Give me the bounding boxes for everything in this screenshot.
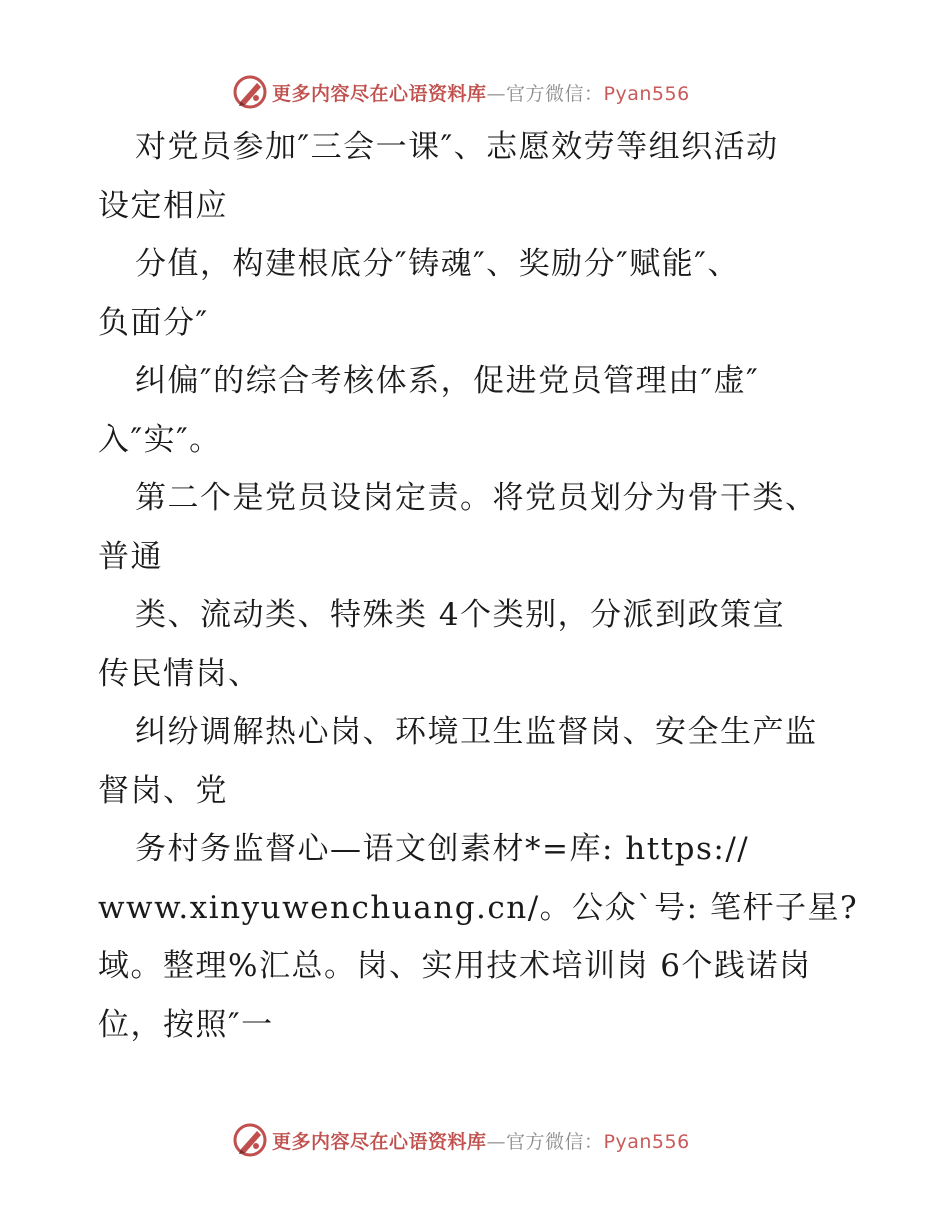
header-separator: — — [486, 82, 507, 105]
text-line: 设定相应 — [98, 187, 228, 224]
text-line: 务村务监督心—语文创素材*=库: https:// — [135, 831, 750, 867]
text-line: 第二个是党员设岗定责。将党员划分为骨干类、 — [135, 480, 818, 516]
header-banner — [232, 72, 732, 112]
footer-wechat-id: Pyan556 — [603, 1130, 690, 1153]
header-wechat-id: Pyan556 — [603, 82, 690, 105]
text-line: 纠纷调解热心岗、环境卫生监督岗、安全生产监 — [135, 714, 818, 750]
pen-logo-icon — [232, 74, 268, 110]
text-line: 分值，构建根底分″铸魂″、奖励分″赋能″、 — [135, 246, 740, 282]
footer-text — [272, 1127, 690, 1154]
header-wechat-label: 官方微信： — [506, 82, 604, 105]
text-line: 域。整理%汇总。岗、实用技术培训岗 6个践诺岗 — [98, 948, 812, 984]
header-title: 更多内容尽在心语资料库 — [272, 82, 487, 105]
text-line: 对党员参加″三会一课″、志愿效劳等组织活动 — [135, 129, 779, 165]
document-body — [98, 118, 878, 1054]
footer-wechat-label: 官方微信： — [506, 1130, 604, 1153]
text-line: 普通 — [98, 538, 163, 575]
header-text — [272, 79, 690, 106]
text-line: 类、流动类、特殊类 4个类别，分派到政策宣 — [135, 597, 786, 633]
footer-title: 更多内容尽在心语资料库 — [272, 1130, 487, 1153]
text-line: 位，按照″一 — [98, 1006, 274, 1043]
footer-banner — [232, 1120, 732, 1160]
pen-logo-icon — [232, 1122, 268, 1158]
text-line: www.xinyuwenchuang.cn/。公众`号: 笔杆子星? — [98, 889, 859, 926]
text-line: 入″实″。 — [98, 421, 222, 458]
text-line: 纠偏″的综合考核体系，促进党员管理由″虚″ — [135, 363, 760, 399]
text-line: 传民情岗、 — [98, 655, 261, 692]
text-line: 负面分″ — [98, 304, 209, 341]
text-line: 督岗、党 — [98, 772, 228, 809]
footer-separator: — — [486, 1130, 507, 1153]
